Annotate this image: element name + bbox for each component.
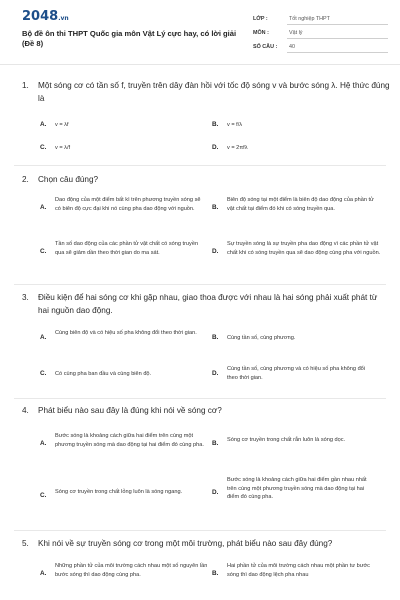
option-text: Sóng cơ truyền trong chất lỏng luôn là sóng ngang.	[55, 489, 183, 495]
meta-value: Vật lý	[287, 28, 388, 39]
option-text: v = λ/f	[55, 145, 71, 151]
option-letter: A.	[40, 204, 47, 211]
question-number: 1.	[22, 81, 29, 90]
option-text: Sóng cơ truyền trong chất rắn luôn là sóng dọc.	[227, 437, 346, 443]
meta-label: MÔN :	[253, 30, 269, 36]
option-letter: A.	[40, 440, 47, 447]
question-number: 5.	[22, 539, 29, 548]
logo-suffix: .vn	[58, 15, 69, 22]
meta-label: LỚP :	[253, 16, 268, 22]
divider	[14, 165, 386, 166]
question-text: Chọn câu đúng?	[38, 175, 99, 184]
option-text: Tần số dao động của các phần tử vật chất có sóng truyền qua sẽ giảm dần theo thời gian do ma sát.	[55, 241, 199, 256]
option-letter: B.	[212, 440, 219, 447]
option-letter: B.	[212, 334, 219, 341]
option-text: Bước sóng là khoảng cách giữa hai điểm trên cùng một phương truyền sóng mà dao động tại hai điểm đó cùng pha.	[55, 433, 204, 448]
divider	[14, 530, 386, 531]
document-title: Bộ đề ôn thi THPT Quốc gia môn Vật Lý cực hay, có lời giải (Đề 8)	[22, 29, 237, 48]
question-text: Một sóng cơ có tần số f, truyền trên dây đàn hồi với tốc độ sóng v và bước sóng λ. Hệ thức đúng là	[38, 81, 390, 103]
option-text: Dao động của một điểm bất kì trên phương truyền sóng sẽ có biên độ cực đại khi nó cùng pha dao động với nguồn.	[55, 197, 201, 212]
page-header	[0, 0, 400, 65]
option-text: Sự truyền sóng là sự truyền pha dao động vì các phần tử vật chất khi có sóng truyền qua sẽ dao động cùng pha với nguồn.	[227, 241, 381, 256]
option-letter: A.	[40, 121, 47, 128]
option-letter: B.	[212, 570, 219, 577]
site-logo[interactable]	[22, 9, 69, 24]
question-number: 2.	[22, 175, 29, 184]
option-letter: A.	[40, 570, 47, 577]
option-letter: D.	[212, 144, 219, 151]
option-text: Hai phần tử của môi trường cách nhau một phần tư bước sóng thì dao động lệch pha nhau	[227, 563, 370, 578]
option-text: Có cùng pha ban đầu và cùng biên độ.	[55, 371, 152, 377]
option-letter: D.	[212, 248, 219, 255]
option-text: v = λf	[55, 122, 69, 128]
meta-value: 40	[287, 42, 388, 53]
meta-row-class	[253, 12, 388, 26]
option-text: Cùng tần số, cùng phương.	[227, 335, 296, 341]
meta-row-count	[253, 40, 388, 54]
option-letter: C.	[40, 492, 47, 499]
option-letter: D.	[212, 370, 219, 377]
meta-value: Tốt nghiệp THPT	[287, 14, 388, 25]
option-text: Cùng tần số, cùng phương và có hiệu số pha không đổi theo thời gian.	[227, 366, 366, 381]
option-letter: D.	[212, 489, 219, 496]
question-number: 4.	[22, 406, 29, 415]
option-letter: B.	[212, 121, 219, 128]
option-text: Bước sóng là khoảng cách giữa hai điểm gần nhau nhất trên cùng một phương truyền sóng mà dao động tại hai điểm đó cùng pha.	[227, 477, 367, 500]
option-text: v = f/λ	[227, 122, 243, 128]
option-text: v = 2πfλ	[227, 145, 248, 151]
meta-row-subject	[253, 26, 388, 40]
logo-main: 2048	[22, 9, 59, 24]
option-text: Những phần tử của môi trường cách nhau một số nguyên lần bước sóng thì dao động cùng pha.	[55, 563, 208, 578]
question-text: Điều kiện để hai sóng cơ khi gặp nhau, giao thoa được với nhau là hai sóng phải xuất phát từ hai nguồn dao động.	[38, 293, 378, 315]
option-text: Cùng biên độ và có hiệu số pha không đổi theo thời gian.	[55, 330, 197, 336]
meta-label: SỐ CÂU :	[253, 44, 278, 50]
option-letter: B.	[212, 204, 219, 211]
question-number: 3.	[22, 293, 29, 302]
divider	[14, 284, 386, 285]
option-text: Biên độ sóng tại một điểm là biên độ dao động của phần tử vật chất tại điểm đó khi có sóng truyền qua.	[227, 197, 374, 212]
divider	[14, 398, 386, 399]
option-letter: A.	[40, 334, 47, 341]
option-letter: C.	[40, 248, 47, 255]
question-text: Khi nói về sự truyền sóng cơ trong một môi trường, phát biểu nào sau đây đúng?	[38, 539, 333, 548]
option-letter: C.	[40, 144, 47, 151]
document-meta	[253, 12, 388, 54]
option-letter: C.	[40, 370, 47, 377]
question-text: Phát biểu nào sau đây là đúng khi nói về sóng cơ?	[38, 406, 222, 415]
